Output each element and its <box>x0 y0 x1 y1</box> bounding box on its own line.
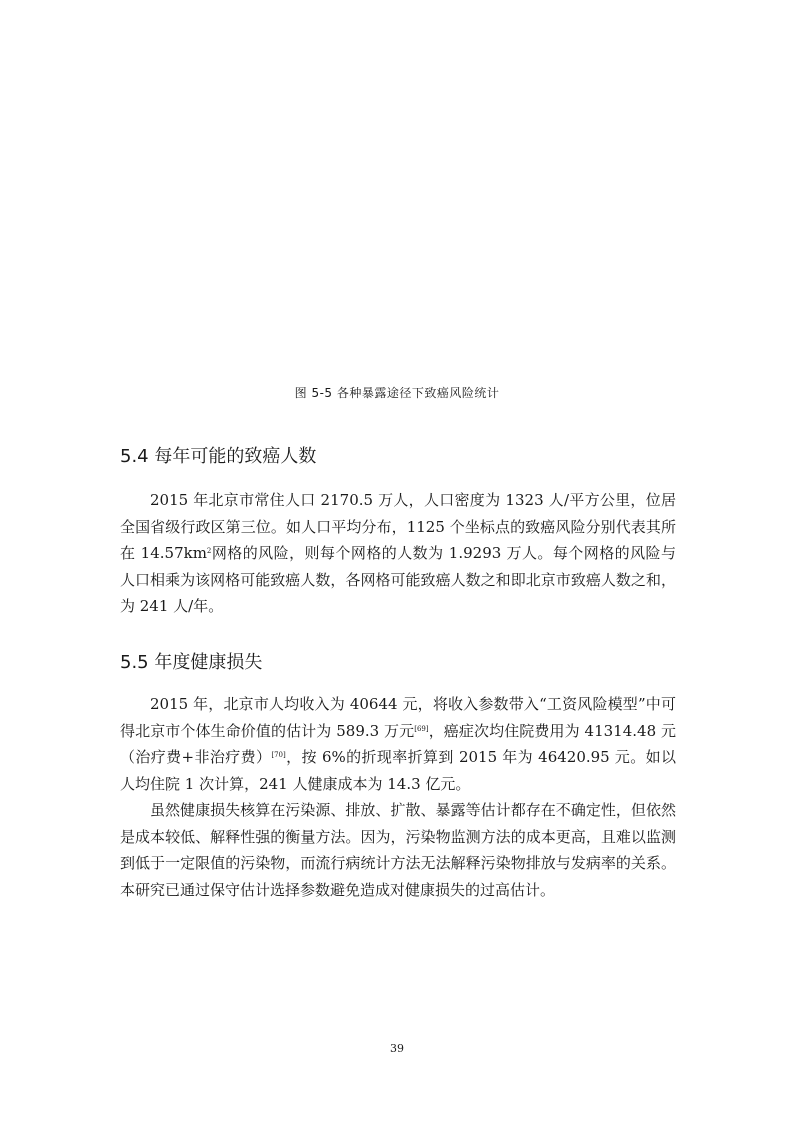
paragraph-uncertainty: 虽然健康损失核算在污染源、排放、扩散、暴露等估计都存在不确定性，但依然是成本较低、解释性强的衡量方法。因为，污染物监测方法的成本更高，且难以监测到低于一定限值的污染物，而流行病统计方法无法解释污染物排放与发病率的关系。本研究已通过保守估计选择参数避免造成对健康损失的过高估计。 <box>120 801 676 899</box>
citation-ref: [70] <box>271 751 286 759</box>
paragraph-text: ，按 6%的折现率折算到 2015 年为 46420.95 元。如以人均住院 1 次计算，241 人健康成本为 14.3 亿元。 <box>120 748 676 793</box>
paragraph-text: 2015 年北京市常住人口 2170.5 万人，人口密度为 1323 人/平方公里，位居全国省级行政区第三位。如人口平均分布，1125 个坐标点的致癌风险分别代表其所在 14.57km <box>120 491 676 562</box>
section-heading-5-4: 5.4 每年可能的致癌人数 <box>120 446 317 467</box>
citation-ref: [69] <box>414 724 429 733</box>
page-number: 39 <box>390 1042 404 1055</box>
paragraph-text: 网格的风险，则每个网格的人数为 1.9293 万人。每个网格的风险与人口相乘为该网格可能致癌人数，各网格可能致癌人数之和即北京市致癌人数之和，为 241 人/年。 <box>120 544 676 615</box>
superscript: 2 <box>206 547 212 555</box>
paragraph-income <box>120 691 676 797</box>
paragraph-population <box>120 487 676 620</box>
figure-placeholder <box>120 60 676 360</box>
section-heading-5-5: 5.5 年度健康损失 <box>120 652 263 673</box>
figure-caption: 图 5-5 各种暴露途径下致癌风险统计 <box>294 386 500 400</box>
paragraph-text: ，癌症次均住院费用为 41314.48 元（治疗费+非治疗费） <box>120 721 676 766</box>
paragraph-text: 2015 年，北京市人均收入为 40644 元，将收入参数带入“工资风险模型”中可得北京市个体生命价值的估计为 589.3 万元 <box>120 695 676 740</box>
